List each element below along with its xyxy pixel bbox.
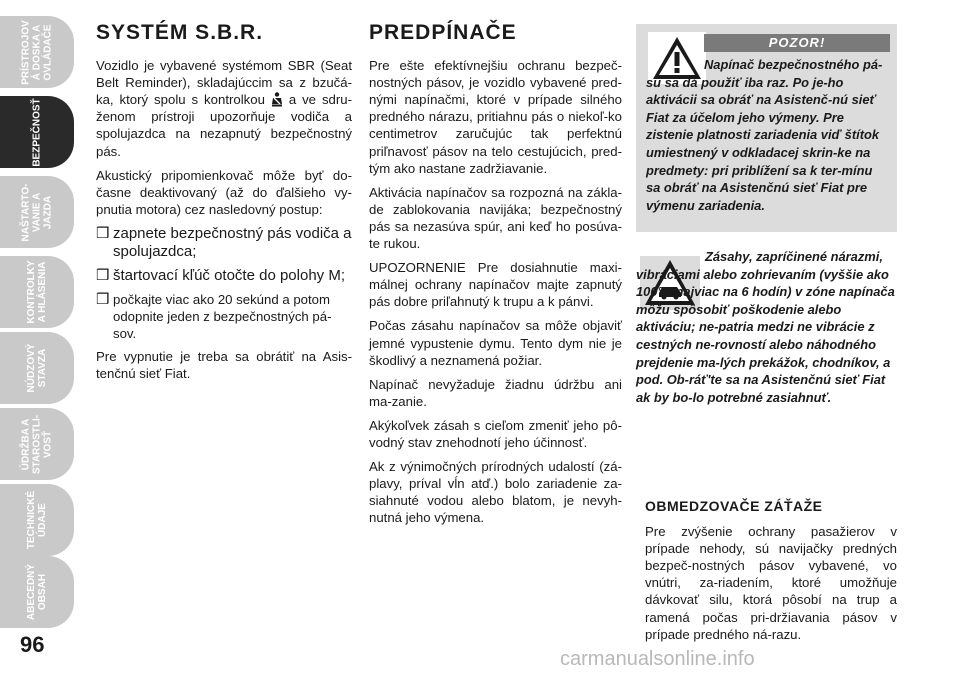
warning-box (636, 24, 897, 232)
section-title: OBMEDZOVAČE ZÁŤAŽE (645, 498, 823, 514)
paragraph: Pre zvýšenie ochrany pasažierov v prípade nehody, sú navijačky predných bezpeč-nostných pásov vybavené, vo vnútri, za-riadením, ktoré umožňuje dávkovať silu, ktorá pôsobí na trup a ramená počas pri-držiavania pásov v prípade predného ná-razu. (645, 524, 897, 642)
tab-label: KONTROLKY A HLÁSENIA (26, 260, 48, 324)
section-title: SYSTÉM S.B.R. (96, 21, 264, 44)
warning-text: Zásahy, zapríčinené nárazmi, vibráciami alebo zohrievaním (vyššie ako 100°C najviac na 6 hodín) v zóne napínača môžu spôsobiť poškodenie alebo aktiváciu; ne-patria medzi ne vibrácie z cestných ne-rovností alebo náhodného prejdenie ma-lých prekážok, chodníkov, a pod. Ob-ráť'te sa na Asistenčnú sieť Fiat ak by bo-lo potrebné zasiahnuť. (636, 249, 895, 405)
list-item (96, 291, 352, 342)
warning-text: Napínač bezpečnostného pá-su sa dá použiť iba raz. Po je-ho aktivácii sa obráť na Asistenč-nú sieť Fiat za účelom jeho výmeny. Pre zistenie platnosti zariadenia viď štítok umiestnený v odkladacej skrin-ke na predmety: pri priblížení sa k ter-mínu sa obráť na Asistenčnú sieť Fiat pre výmenu zariadenia. (646, 57, 883, 213)
pozor-badge: POZOR! (704, 34, 890, 52)
watermark: carmanualsonline.info (560, 648, 755, 670)
tab-label: TECHNICKÉ ÚDAJE (26, 490, 48, 550)
tab-bezpecnost[interactable] (0, 96, 74, 168)
sbr-intro (96, 57, 352, 160)
environment-warning (636, 248, 897, 446)
paragraph: UPOZORNENIE Pre dosiahnutie maxi-málnej ochrany napínačov majte zapnutý pás dobre priľahnutý k trupu a k pánvi. (369, 260, 622, 310)
list-item-text: počkajte viac ako 20 sekúnd a potom odopnite jeden z bezpečnostných pá-sov. (113, 291, 332, 342)
predpinace-section (369, 21, 622, 533)
paragraph: Pre ešte efektívnejšiu ochranu bezpeč-nostných pásov, je vozidlo vybavené pred-nými napínačmi, ktoré v prípade silného predného nárazu, pritiahnu pás o niekoľ-ko centimetrov zaručujúc tak perfektnú priľnavosť pásov na telo cestujúcich, pred-tým ako nastane zadržiavanie. (369, 58, 622, 176)
chapter-tab-rail (0, 0, 76, 677)
tab-nastartovanie[interactable] (0, 176, 74, 248)
paragraph: Napínač nevyžaduje žiadnu údržbu ani ma-zanie. (369, 376, 622, 409)
sbr-intro-text-a: Vozidlo je vybavené systémom SBR (Seat Belt Reminder), skladajúccim sa z bzučá-ka, ktorý spolu s kontrolkou (96, 58, 352, 108)
checkbox-bullet-icon: ❒ (96, 224, 110, 242)
tab-technicke-udaje[interactable] (0, 484, 74, 556)
paragraph: Počas zásahu napínačov sa môže objaviť jemné vypustenie dymu. Tento dym nie je škodlivý a neznamená požiar. (369, 318, 622, 368)
sbr-deactivation-intro: Akustický pripomienkovač môže byť do-časne deaktivovaný (až do ďalšieho vy-pnutia motora) cez nasledovný postup: (96, 167, 352, 217)
sbr-intro-text-b: a ve sdru-ženom prístroji upozorňuje vodiča a spolujazdca na nezapnutý bezpečnostný pás. (96, 92, 353, 159)
obmedzovace-section (645, 498, 897, 643)
tab-label: ÚDRŽBA A STAROSTLI- VOSŤ (20, 414, 54, 474)
section-title: PREDPÍNAČE (369, 21, 517, 44)
page-number: 96 (20, 632, 45, 657)
list-item-text: zapnete bezpečnostný pás vodiča a spolujazdca; (113, 224, 352, 260)
tab-label: NÚDZOVÝ STAVZA (26, 343, 48, 393)
tab-pristrojova-doska[interactable] (0, 16, 74, 88)
checkbox-bullet-icon: ❒ (96, 266, 110, 284)
tab-label: NAŠTARTO- VANIE A JAZDA (20, 183, 54, 241)
checkbox-bullet-icon: ❒ (96, 290, 110, 308)
tab-label: ABECEDNÝ OBSAH (26, 563, 48, 621)
paragraph: Akýkoľvek zásah s cieľom zmeniť jeho pô-vodný stav znehodnotí jeho účinnosť. (369, 417, 622, 450)
sbr-section (96, 21, 353, 389)
tab-label: BEZPEČNOSŤ (31, 97, 43, 167)
sbr-outro: Pre vypnutie je treba sa obrátiť na Asis-tenčnú sieť Fiat. (96, 349, 352, 382)
tab-udrzba[interactable] (0, 408, 74, 480)
list-item (96, 225, 352, 261)
paragraph: Ak z výnimočných prírodných udalostí (zá-plavy, príval vĺn atď.) bolo zariadenie za-siahnuté vodou alebo blatom, je nevyh-nutná jeho výmena. (369, 459, 622, 526)
seatbelt-icon (271, 92, 283, 107)
paragraph: Aktivácia napínačov sa rozpozná na zákla-de zablokovania navijáka; bezpečnostný pás sa nezasúva spúr, ani keď ho posúva-te rukou. (369, 184, 622, 252)
tab-label: PRÍSTROJOV Á DOSKA A OVLÁDAČE (20, 19, 54, 85)
tab-kontrolky[interactable] (0, 256, 74, 328)
list-item (96, 267, 352, 285)
list-item-text: štartovací kľúč otočte do polohy M; (113, 266, 345, 284)
tab-nudzovy-stav[interactable] (0, 332, 74, 404)
tab-abecedny-obsah[interactable] (0, 556, 74, 628)
